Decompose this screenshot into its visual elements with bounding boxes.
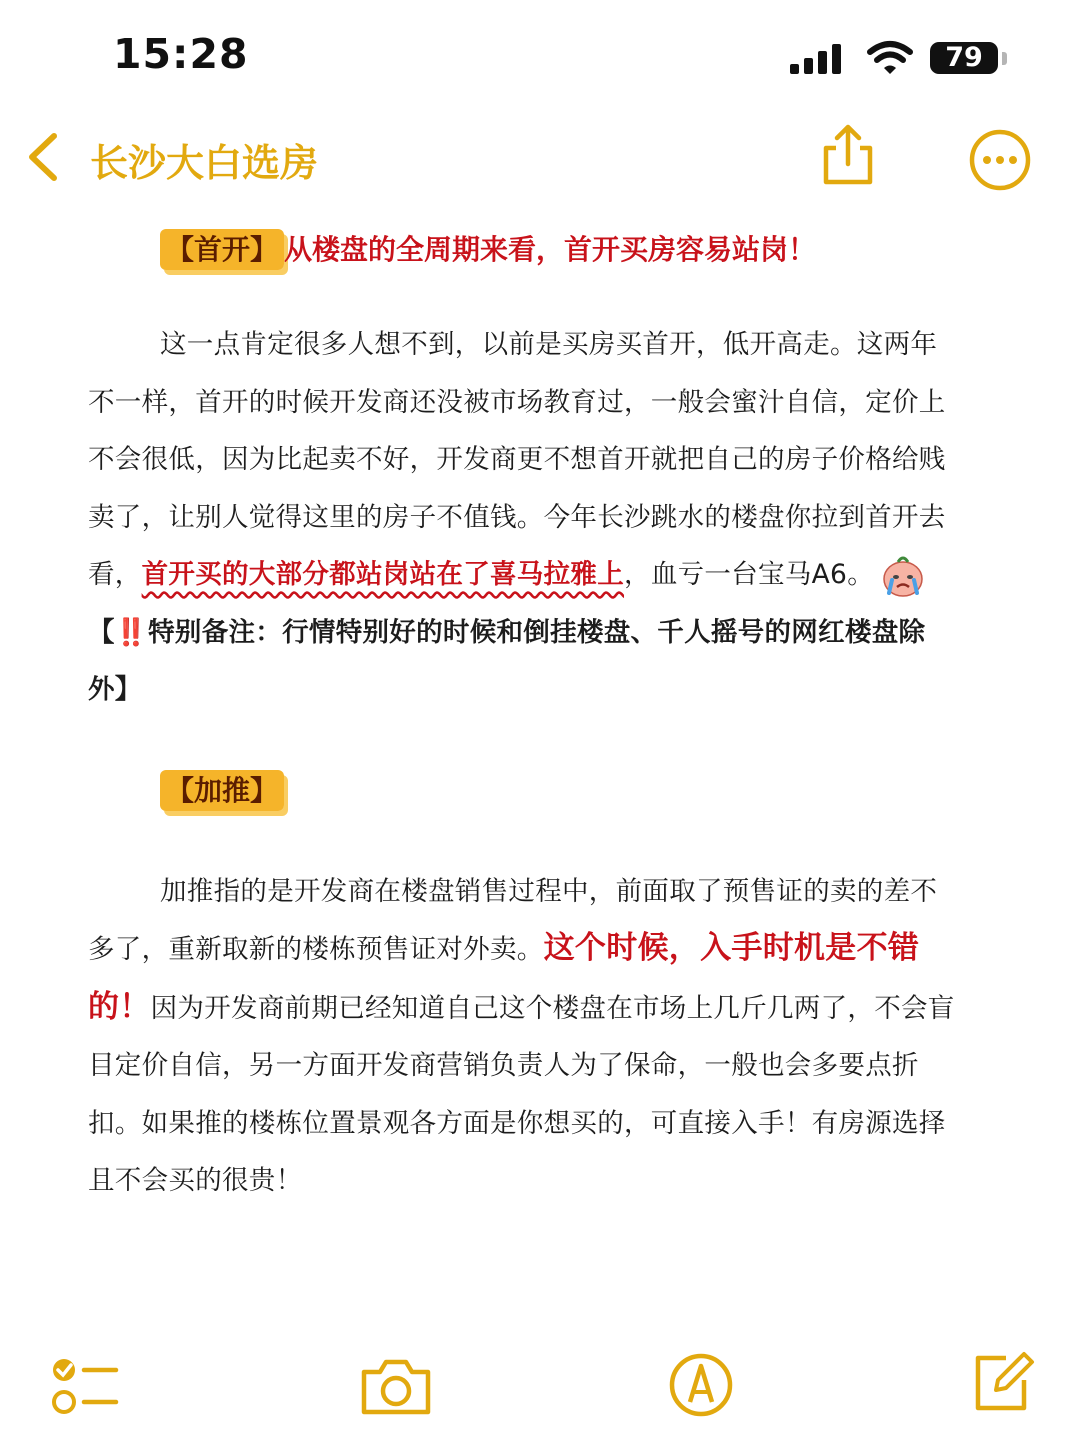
section1-text-a: 这一点肯定很多人想不到，以前是买房买首开，低开高走。这两年不一样，首开的时候开发商还没被市场教育过，一般会蜜汁自信，定价上不会很低，因为比起卖不好，开发商更不想首开就把自己的房子价格给贱卖了，让别人觉得这里的房子不值钱。今年长沙跳水的楼盘你拉到首开去看， <box>88 329 946 590</box>
crying-peach-emoji-icon <box>880 553 926 599</box>
share-icon[interactable] <box>818 124 878 186</box>
status-time: 15:28 <box>113 30 249 78</box>
double-exclamation-icon: ‼️ <box>114 616 149 648</box>
bottom-toolbar <box>0 1340 1080 1440</box>
special-note: 特别备注：行情特别好的时候和倒挂楼盘、千人摇号的网红楼盘除外】 <box>88 616 926 705</box>
battery-level: 79 <box>945 42 983 73</box>
section1-tag: 【首开】 <box>160 229 284 270</box>
nav-bar <box>0 110 1080 205</box>
back-chevron-icon[interactable] <box>20 130 70 184</box>
section2-text-a: 加推指的是开发商在楼盘销售过程中，前面取了预售证的卖的差不多了，重新取新的楼栋预售证对外卖。 <box>88 875 938 965</box>
section1-heading <box>88 222 958 278</box>
wifi-icon <box>866 40 914 76</box>
cellular-signal-icon <box>790 44 846 74</box>
note-open-bracket: 【 <box>88 616 115 648</box>
more-options-icon[interactable] <box>968 128 1032 192</box>
folder-title[interactable]: 长沙大白选房 <box>90 141 319 185</box>
battery-icon <box>930 42 998 74</box>
section1-title: 从楼盘的全周期来看，首开买房容易站岗！ <box>284 233 817 266</box>
markup-pen-icon[interactable] <box>668 1352 734 1418</box>
camera-icon[interactable] <box>358 1354 434 1418</box>
section2-text-b: 因为开发商前期已经知道自己这个楼盘在市场上几斤几两了，不会盲目定价自信，另一方面开发商营销负责人为了保命，一般也会多要点折扣。如果推的楼栋位置景观各方面是你想买的，可直接入手！有房源选择且不会买的很贵！ <box>88 992 955 1196</box>
section2-heading <box>88 763 958 819</box>
checklist-icon[interactable] <box>50 1354 122 1418</box>
status-bar <box>0 0 1080 110</box>
section2-tag: 【加推】 <box>160 770 284 811</box>
battery-nub <box>1002 52 1007 65</box>
note-body[interactable] <box>88 222 958 1210</box>
section1-paragraph <box>88 316 958 719</box>
section2-highlight: 这个时候，入手时机是不错的！ <box>88 930 920 1025</box>
compose-icon[interactable] <box>970 1350 1036 1416</box>
section1-highlight: 首开买的大部分都站岗站在了喜马拉雅上 <box>141 559 625 590</box>
section2-paragraph <box>88 863 958 1210</box>
section1-text-b: ，血亏一台宝马A6。 <box>624 559 875 590</box>
